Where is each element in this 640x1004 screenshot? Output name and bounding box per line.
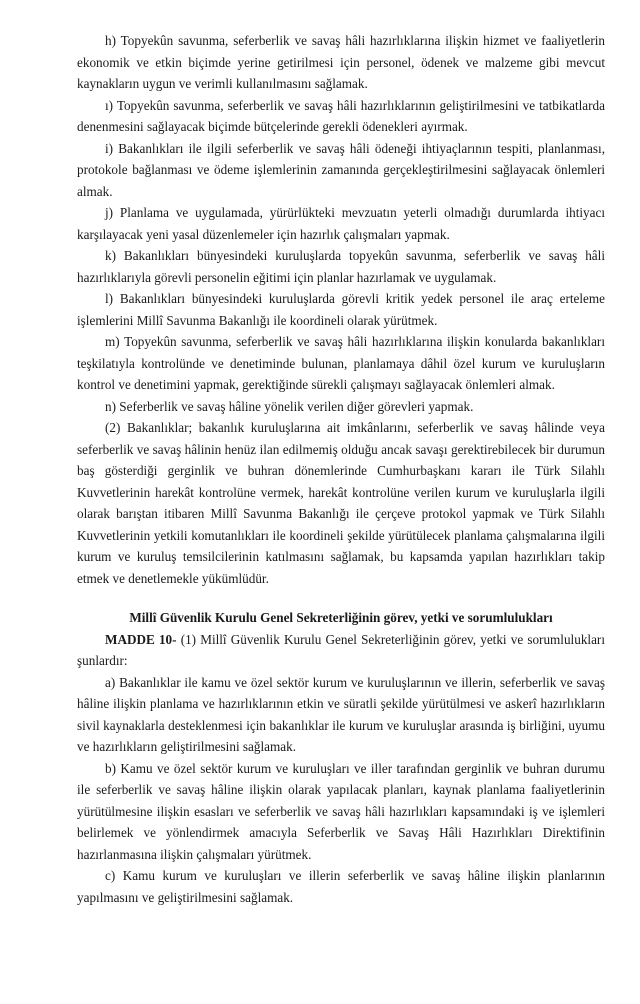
article-10 <box>77 629 605 672</box>
item-k: k) Bakanlıkları bünyesindeki kuruluşlarda topyekûn savunma, seferberlik ve savaş hâli hazırlıklarıyla görevli personelin eğitimi için planlar hazırlamak ve uygulamak. <box>77 248 605 285</box>
paragraph-2: (2) Bakanlıklar; bakanlık kuruluşlarına ait imkânlarını, seferberlik ve savaş hâlinde veya seferberlik ve savaş hâlinin henüz ilan edilmemiş olduğu ancak savaşı gerektirebilecek bir durumun baş gösterdiği gerginlik ve buhran dönemlerinde Cumhurbaşkanı kararı ile Türk Silahlı Kuvvetlerinin harekât kontrolüne vermek, harekât kontrolüne verilen kurum ve kuruluşlarla ilgili olarak barıştan itibaren Millî Savunma Bakanlığı ile çerçeve protokol yapmak ve Türk Silahlı Kuvvetlerinin yetkili komutanlıkları ile koordineli şekilde yürütülecek planlama çalışmalarına ilgili kurum ve kuruluş temsilcilerinin katılmasını sağlamak, bu kapsamda yapılan hazırlıkları takip etmek ve denetlemekle yükümlüdür. <box>77 420 605 586</box>
item-i: i) Bakanlıkları ile ilgili seferberlik ve savaş hâli ödeneği ihtiyaçlarının tespiti, planlanması, protokole bağlanması ve ödeme işlemlerinin zamanında gerçekleştirilmesini sağlayacak önlemleri almak. <box>77 140 605 199</box>
item-m: m) Topyekûn savunma, seferberlik ve savaş hâli hazırlıklarına ilişkin konularda bakanlıkları teşkilatıyla kontrolünde ve denetiminde bulunan, planlamaya dâhil özel kurum ve kuruluşların kontrol ve denetimini yapmak, gerektiğinde sürekli çalışmayı sağlayacak önlemleri almak. <box>77 334 605 392</box>
article-intro: (1) Millî Güvenlik Kurulu Genel Sekreterliğinin görev, yetki ve sorumlulukları şunlardır: <box>77 631 605 668</box>
item-h: h) Topyekûn savunma, seferberlik ve savaş hâli hazırlıklarına ilişkin hizmet ve faaliyetlerin ekonomik ve etkin biçimde yerine getirilmesi için personel, ödenek ve malzeme gibi mevcut kaynakların uygun ve verimli kullanılmasını sağlamak. <box>77 33 605 91</box>
item-j: j) Planlama ve uygulamada, yürürlükteki mevzuatın yeterli olmadığı durumlarda ihtiyacı karşılayacak yeni yasal düzenlemeler için hazırlık çalışmaları yapmak. <box>77 205 605 242</box>
item-c: c) Kamu kurum ve kuruluşları ve illerin seferberlik ve savaş hâline ilişkin planlarının yapılmasını ve geliştirilmesini sağlamak. <box>77 868 605 905</box>
item-a: a) Bakanlıklar ile kamu ve özel sektör kurum ve kuruluşlarının ve illerin, seferberlik ve savaş hâline ilişkin planlama ve hazırlıklarının etkin ve süratli şekilde yürütülmesi ve askerî hazırlıkların sivil kaynaklarla desteklenmesi için bakanlıklar ile kurum ve kuruluşlar arasında iş birliğini, uyumu ve hazırlıkların geliştirilmesini sağlamak. <box>77 674 605 754</box>
item-i-dotless: ı) Topyekûn savunma, seferberlik ve savaş hâli hazırlıklarının geliştirilmesini ve tatbikatlarda denenmesini sağlayacak biçimde bütçelerinde gerekli ödenekleri ayırmak. <box>77 97 605 134</box>
article-label: MADDE 10- <box>105 631 177 647</box>
item-l: l) Bakanlıkları bünyesindeki kuruluşlarda görevli kritik yedek personel ile araç erteleme işlemlerini Millî Savunma Bakanlığı ile koordineli olarak yürütmek. <box>77 291 605 328</box>
item-b: b) Kamu ve özel sektör kurum ve kuruluşları ve iller tarafından gerginlik ve buhran durumu ile seferberlik ve savaş hâline ilişkin olarak yapılacak planları, kaynak planlama faaliyetlerinin yürütülmesine ilişkin esasları ve seferberlik ve savaş hâli hazırlıkları kapsamındaki iş ve işlemleri belirlemek ve yönlendirmek amacıyla Seferberlik ve Savaş Hâli Hazırlıkları Direktifinin hazırlanmasına ilişkin çalışmaları yürütmek. <box>77 760 605 862</box>
item-n: n) Seferberlik ve savaş hâline yönelik verilen diğer görevleri yapmak. <box>105 398 474 414</box>
section-heading: Millî Güvenlik Kurulu Genel Sekreterliğinin görev, yetki ve sorumlulukları <box>129 610 553 625</box>
document-page <box>77 30 605 908</box>
